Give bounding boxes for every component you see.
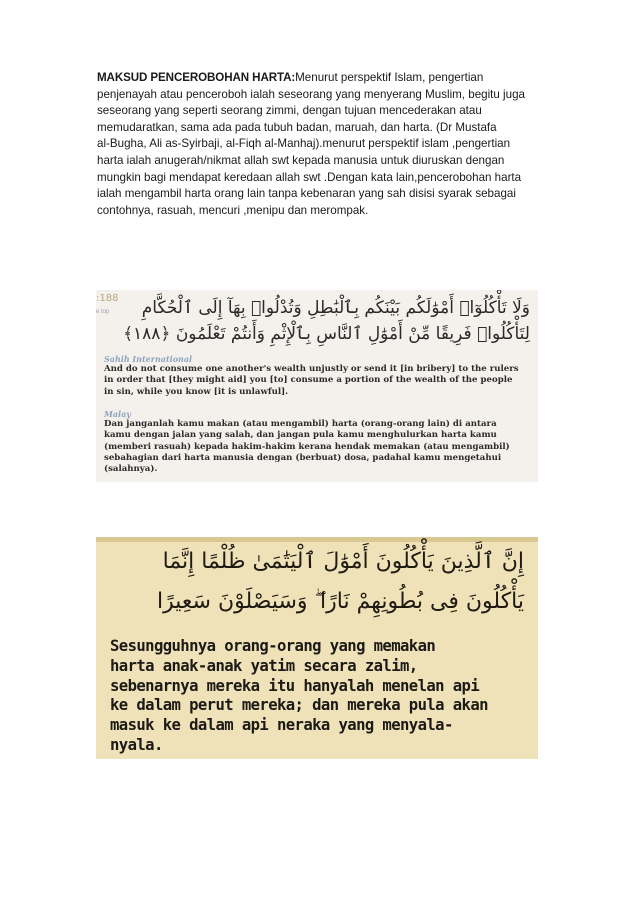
malay-translation <box>110 637 530 756</box>
translation-line-5: masuk ke dalam api neraka yang menyala- <box>110 716 453 735</box>
paragraph-line-5: al-Bugha, Ali as-Syirbaji, al-Fiqh al-Manhaj).menurut perspektif islam ,pengertian <box>97 137 511 151</box>
malay-translation <box>104 419 532 475</box>
paragraph-line-2: penjenayah atau penceroboh ialah seseorang yang menyerang Muslim, begitu juga <box>97 87 525 101</box>
translation-line-1: Sesungguhnya orang-orang yang memakan <box>110 637 436 655</box>
translation-label-english: Sahih International <box>104 354 193 364</box>
quran-verse-image-188 <box>96 290 538 482</box>
malay-line-1: Dan janganlah kamu makan (atau mengambil) harta (orang-orang lain) di antara <box>104 419 497 429</box>
paragraph-line-3: seseorang yang seperti seorang zimmi, dengan tujuan mencederakan atau <box>97 104 482 118</box>
arabic-verse-line-1: إِنَّ ٱلَّذِينَ يَأْكُلُونَ أَمْوَٰلَ ٱلْيَتَٰمَىٰ ظُلْمًا إِنَّمَا <box>162 549 524 574</box>
translation-line-3: sebenarnya mereka itu hanyalah menelan api <box>110 676 480 695</box>
paragraph-line-6: harta ialah anugerah/nikmat allah swt kepada manusia untuk diuruskan dengan <box>97 153 505 167</box>
paragraph-line-9: contohnya, rasuah, mencuri ,menipu dan merompak. <box>97 203 369 217</box>
malay-line-5: (salahnya). <box>104 464 158 475</box>
english-line-2: in order that [they might aid] you [to] consume a portion of the wealth of the people <box>104 375 513 386</box>
arabic-verse-line-2: لِتَأْكُلُوا۟ فَرِيقًا مِّنْ أَمْوَٰلِ ٱلنَّاسِ بِٱلْإِثْمِ وَأَنتُمْ تَعْلَمُونَ ﴿١٨٨﴾ <box>123 324 530 344</box>
english-line-1: And do not consume one another's wealth unjustly or send it [in bribery] to the rulers <box>104 364 519 374</box>
paragraph-line-1-text: Menurut perspektif Islam, pengertian <box>295 71 484 84</box>
english-translation <box>104 364 532 398</box>
quran-verse-image-yatim <box>96 537 538 759</box>
verse-number: :188 <box>96 293 119 304</box>
malay-line-3: (memberi rasuah) kepada hakim-hakim kerana hendak memakan (atau mengambil) <box>104 441 510 452</box>
side-mark: e top <box>96 309 110 315</box>
section-heading: MAKSUD PENCEROBOHAN HARTA: <box>97 71 296 84</box>
translation-line-6: nyala. <box>110 735 163 754</box>
arabic-verse-line-1: وَلَا تَأْكُلُوٓا۟ أَمْوَٰلَكُم بَيْنَكُم بِٱلْبَٰطِلِ وَتُدْلُوا۟ بِهَآ إِلَى ٱلْحُكَّامِ <box>141 298 530 318</box>
translation-label-malay: Malay <box>104 409 131 419</box>
image-top-strip <box>96 537 538 542</box>
english-line-3: in sin, while you know [it is unlawful]. <box>104 386 289 397</box>
paragraph-line-8: ialah mengambil harta orang lain tanpa kebenaran yang sah disisi syarak sebagai <box>97 187 516 201</box>
definition-paragraph <box>97 70 543 219</box>
paragraph-line-4: memudaratkan, sama ada pada tubuh badan, maruah, dan harta. (Dr Mustafa <box>97 120 497 134</box>
arabic-verse-line-2: يَأْكُلُونَ فِى بُطُونِهِمْ نَارًا ۖ وَسَيَصْلَوْنَ سَعِيرًا <box>157 589 524 614</box>
paragraph-line-1 <box>97 70 543 87</box>
translation-line-2: harta anak-anak yatim secara zalim, <box>110 656 418 675</box>
malay-line-2: kamu dengan jalan yang salah, dan jangan pula kamu menghulurkan harta kamu <box>104 430 497 441</box>
paragraph-line-7: mungkin bagi mendapat keredaan allah swt .Dengan kata lain,pencerobohan harta <box>97 170 522 184</box>
malay-line-4: sebahagian dari harta manusia dengan (berbuat) dosa, padahal kamu mengetahui <box>104 452 502 463</box>
translation-line-4: ke dalam perut mereka; dan mereka pula akan <box>110 696 488 715</box>
